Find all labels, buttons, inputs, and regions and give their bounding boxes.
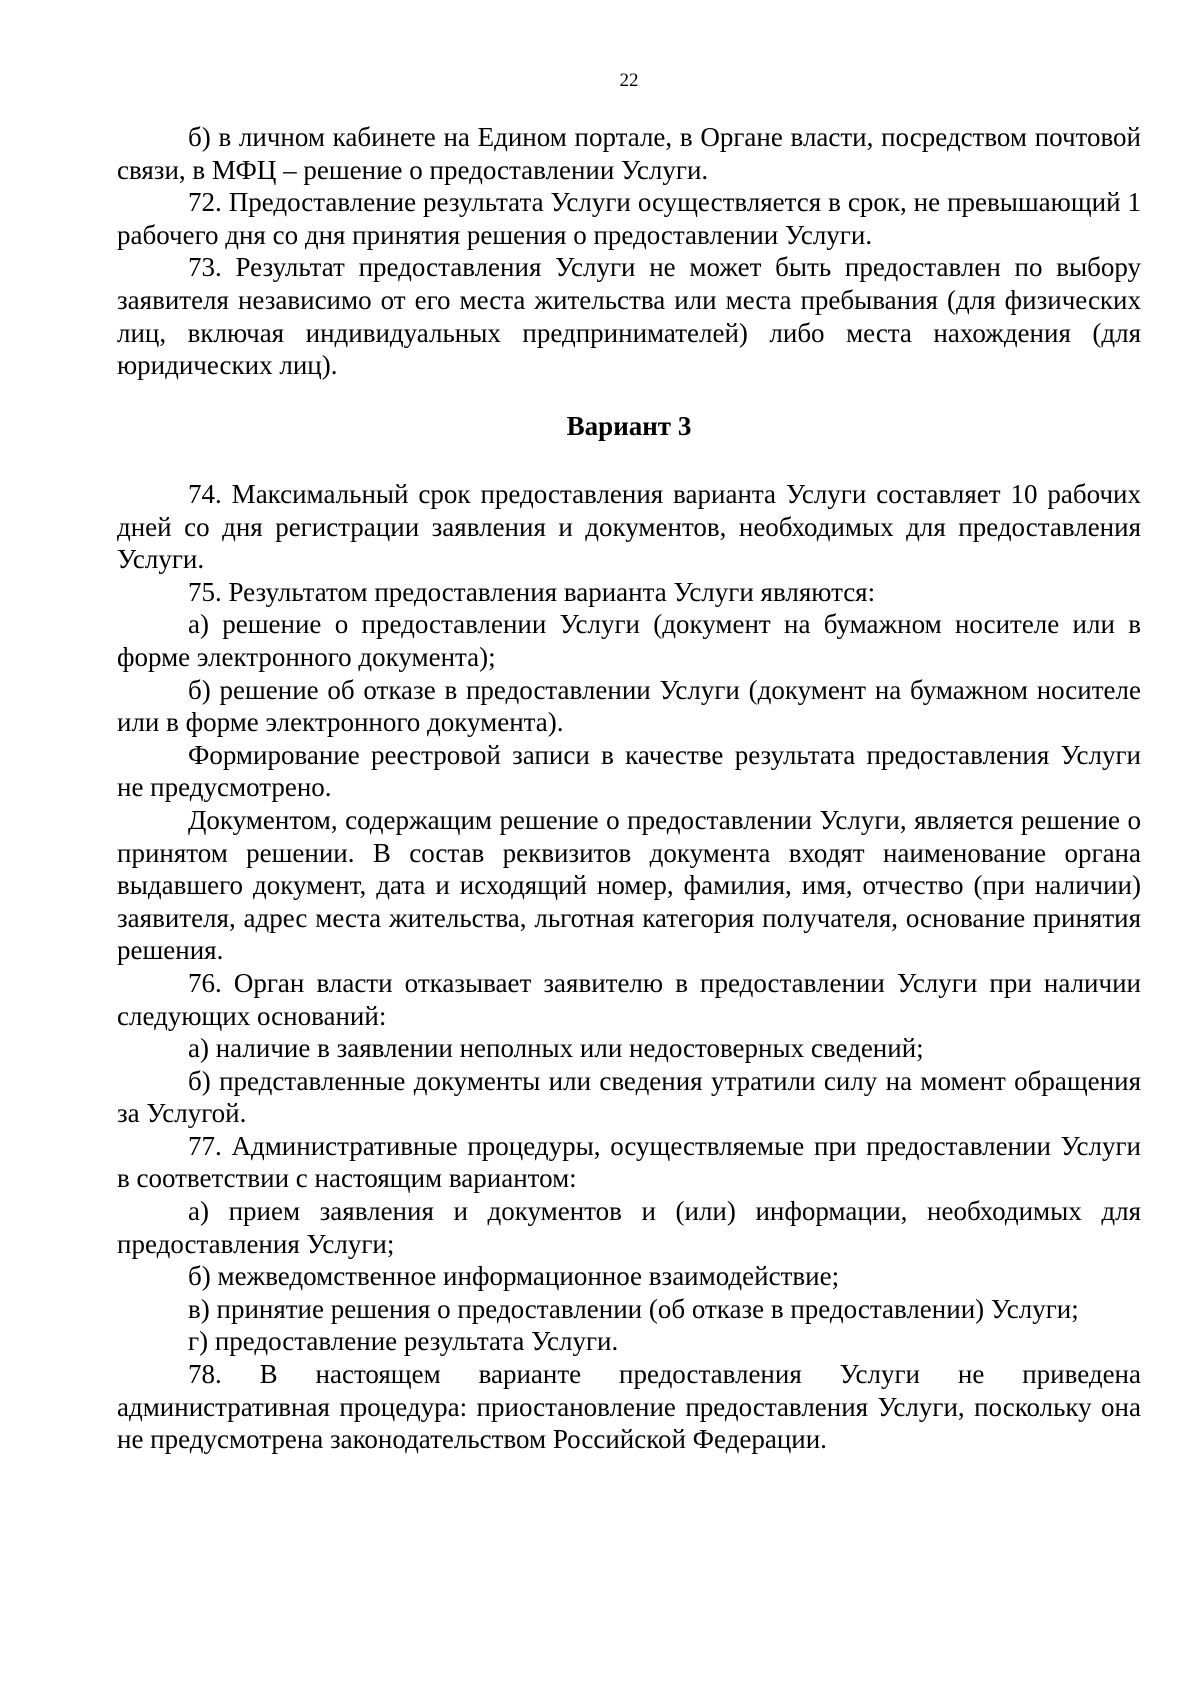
paragraph-b-result-delivery: б) в личном кабинете на Едином портале, в Органе власти, посредством почтовой связи, в МФЦ – решение о предоставлении Услуги. <box>117 122 1141 185</box>
paragraph-73: 73. Результат предоставления Услуги не может быть предоставлен по выбору заявителя независимо от его места жительства или места пребывания (для физических лиц, включая индивидуальных предпринимателей) либо места нахождения (для юридических лиц). <box>117 252 1141 381</box>
paragraph-76-b: б) представленные документы или сведения утратили силу на момент обращения за Услугой. <box>117 1065 1141 1129</box>
text-block-1 <box>117 121 1141 382</box>
paragraph-75-a: а) решение о предоставлении Услуги (документ на бумажном носителе или в форме электронного документа); <box>117 609 1141 672</box>
paragraph-74: 74. Максимальный срок предоставления варианта Услуги составляет 10 рабочих дней со дня регистрации заявления и документов, необходимых для предоставления Услуги. <box>117 479 1141 575</box>
text-block-2 <box>117 478 1141 1456</box>
section-heading-variant-3: Вариант 3 <box>566 411 692 441</box>
page-number: 22 <box>619 70 639 91</box>
paragraph-77-a: а) прием заявления и документов и (или) информации, необходимых для предоставления Услуги; <box>117 1196 1141 1259</box>
paragraph-77: 77. Административные процедуры, осуществляемые при предоставлении Услуги в соответствии с настоящим вариантом: <box>117 1130 1141 1194</box>
paragraph-76: 76. Орган власти отказывает заявителю в предоставлении Услуги при наличии следующих оснований: <box>117 967 1141 1031</box>
paragraph-75-b: б) решение об отказе в предоставлении Услуги (документ на бумажном носителе или в форме электронного документа). <box>117 674 1141 738</box>
paragraph-77-b: б) межведомственное информационное взаимодействие; <box>188 1261 840 1292</box>
paragraph-78: 78. В настоящем варианте предоставления Услуги не приведена административная процедура: приостановление предоставления Услуги, поскольку она не предусмотрена законодательством Российской Федерации. <box>117 1359 1141 1455</box>
paragraph-72: 72. Предоставление результата Услуги осуществляется в срок, не превышающий 1 рабочего дня со дня принятия решения о предоставлении Услуги. <box>117 187 1141 250</box>
paragraph-77-v: в) принятие решения о предоставлении (об отказе в предоставлении) Услуги; <box>188 1293 1079 1324</box>
paragraph-registry-record: Формирование реестровой записи в качестве результата предоставления Услуги не предусмотрено. <box>117 739 1141 803</box>
paragraph-75: 75. Результатом предоставления варианта Услуги являются: <box>188 576 876 607</box>
paragraph-77-g: г) предоставление результата Услуги. <box>188 1326 619 1357</box>
paragraph-decision-document: Документом, содержащим решение о предоставлении Услуги, является решение о принятом решении. В состав реквизитов документа входят наименование органа выдавшего документ, дата и исходящий номер, фамилия, имя, отчество (при наличии) заявителя, адрес места жительства, льготная категория получателя, основание принятия решения. <box>117 804 1141 966</box>
paragraph-76-a: а) наличие в заявлении неполных или недостоверных сведений; <box>188 1033 924 1064</box>
